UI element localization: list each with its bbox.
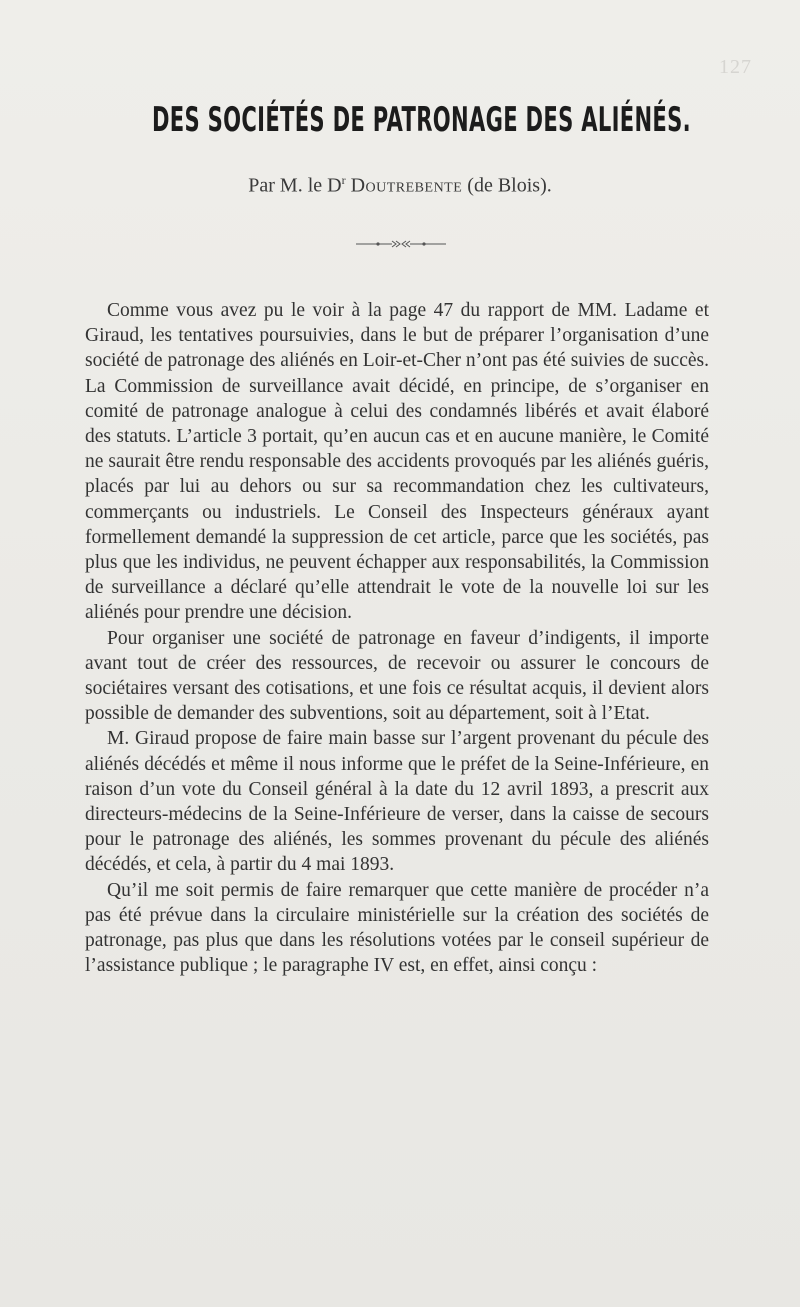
author-line: [0, 173, 800, 198]
author-prefix: Par M. le D: [248, 174, 342, 197]
author-title-superscript: r: [341, 173, 346, 187]
paragraph-1: Comme vous avez pu le voir à la page 47 du rapport de MM. Ladame et Giraud, les tentatives poursuivies, dans le but de préparer l’organisation d’une société de patronage des aliénés en Loir-et-Cher n’ont pas été suivies de succès. La Commission de surveillance avait décidé, en principe, de s’organiser en comité de patronage analogue à celui des condamnés libérés et avait élaboré des statuts. L’article 3 portait, qu’en aucun cas et en aucune manière, le Comité ne saurait être rendu responsable des accidents provoqués par les aliénés guéris, placés par lui au dehors ou sur sa recommandation chez les cultivateurs, commerçants ou industriels. Le Conseil des Inspecteurs généraux ayant formellement demandé la suppression de cet article, parce que les sociétés, pas plus que les individus, ne peuvent échapper aux responsabilités, la Commission de surveillance a déclaré qu’elle attendrait le vote de la nouvelle loi sur les aliénés pour prendre une décision.: [85, 300, 709, 624]
author-name: Doutrebente: [350, 174, 463, 197]
paragraph-3: M. Giraud propose de faire main basse sur l’argent provenant du pécule des aliénés décédés et même il nous informe que le préfet de la Seine-Inférieure, en raison d’un vote du Conseil général à la date du 12 avril 1893, a prescrit aux directeurs-médecins de la Seine-Inférieure de verser, dans la caisse de secours pour le patronage des aliénés, les sommes provenant du pécule des aliénés décédés, et cela, à partir du 4 mai 1893.: [85, 728, 709, 876]
ornament-divider-icon: [356, 237, 446, 251]
paragraph-4: Qu’il me soit permis de faire remarquer que cette manière de procéder n’a pas été prévue dans la circulaire ministérielle sur la création des sociétés de patronage, pas plus que dans les résolutions votées par le conseil supérieur de l’assistance publique ; le paragraphe IV est, en effet, ainsi conçu :: [85, 879, 709, 977]
paragraph-2: Pour organiser une société de patronage en faveur d’indigents, il importe avant tout de créer des ressources, de recevoir ou assurer le concours de sociétaires versant des cotisations, et une fois ce résultat acquis, il devient alors possible de demander des subventions, soit au département, soit à l’Etat.: [85, 627, 709, 725]
article-body: [85, 298, 709, 978]
article-title: DES SOCIÉTÉS DE PATRONAGE DES ALIÉNÉS.: [152, 100, 691, 140]
page-number: 127: [719, 56, 752, 78]
author-suffix: (de Blois).: [467, 174, 552, 197]
